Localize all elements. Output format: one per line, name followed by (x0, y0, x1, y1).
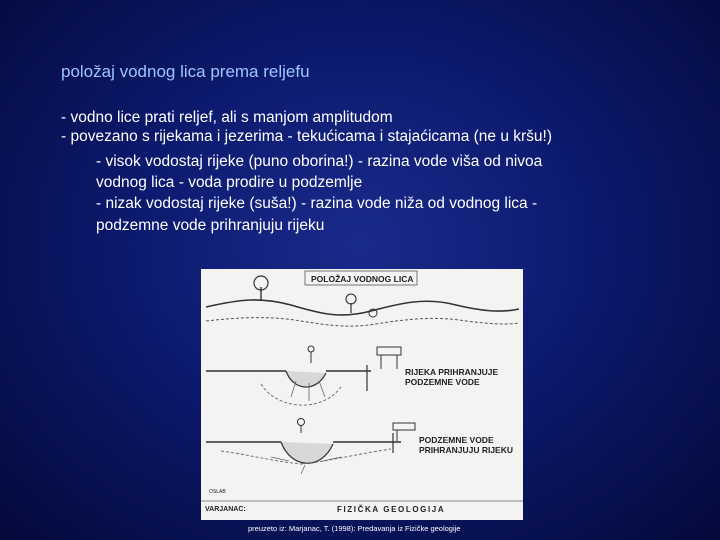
bullet-line-2: - povezano s rijekama i jezerima - tekućicama i stajaćicama (ne u kršu!) (61, 128, 553, 145)
figure-author: VARJANAC: (205, 506, 246, 513)
figure-caption: preuzeto iz: Marjanac, T. (1998): Predavanja iz Fizičke geologije (248, 524, 461, 533)
water-table-figure (201, 269, 523, 520)
figure-illustration (201, 269, 523, 520)
figure-label-groundwater-bottom: PODZEMNE VODE (419, 435, 494, 445)
figure-label-river-recharges: RIJEKA PRIHRANJUJE (405, 367, 499, 377)
figure-book-title: FIZIČKA GEOLOGIJA (337, 505, 446, 514)
tree-icon (298, 419, 305, 434)
figure-header: POLOŽAJ VODNOG LICA (311, 274, 414, 284)
figure-label-groundwater: PODZEMNE VODE (405, 377, 480, 387)
sub-bullet-line-2: vodnog lica - voda prodire u podzemlje (96, 174, 363, 191)
tree-icon (254, 276, 268, 301)
slide-title: položaj vodnog lica prema reljefu (61, 62, 310, 81)
sub-bullet-line-4: podzemne vode prihranjuju rijeku (96, 217, 325, 234)
bullet-line-1: - vodno lice prati reljef, ali s manjom amplitudom (61, 109, 393, 126)
tree-icon (346, 294, 356, 313)
sub-bullet-line-3: - nizak vodostaj rijeke (suša!) - razina vode niža od vodnog lica - (96, 195, 538, 212)
sub-bullet-line-1: - visok vodostaj rijeke (puno oborina!) - razina vode viša od nivoa (96, 153, 543, 170)
well-icon (393, 423, 415, 441)
figure-label-recharge-river: PRIHRANJUJU RIJEKU (419, 445, 513, 455)
figure-code: OSLAB (209, 489, 226, 495)
person-icon (308, 346, 314, 363)
well-icon (377, 347, 401, 369)
